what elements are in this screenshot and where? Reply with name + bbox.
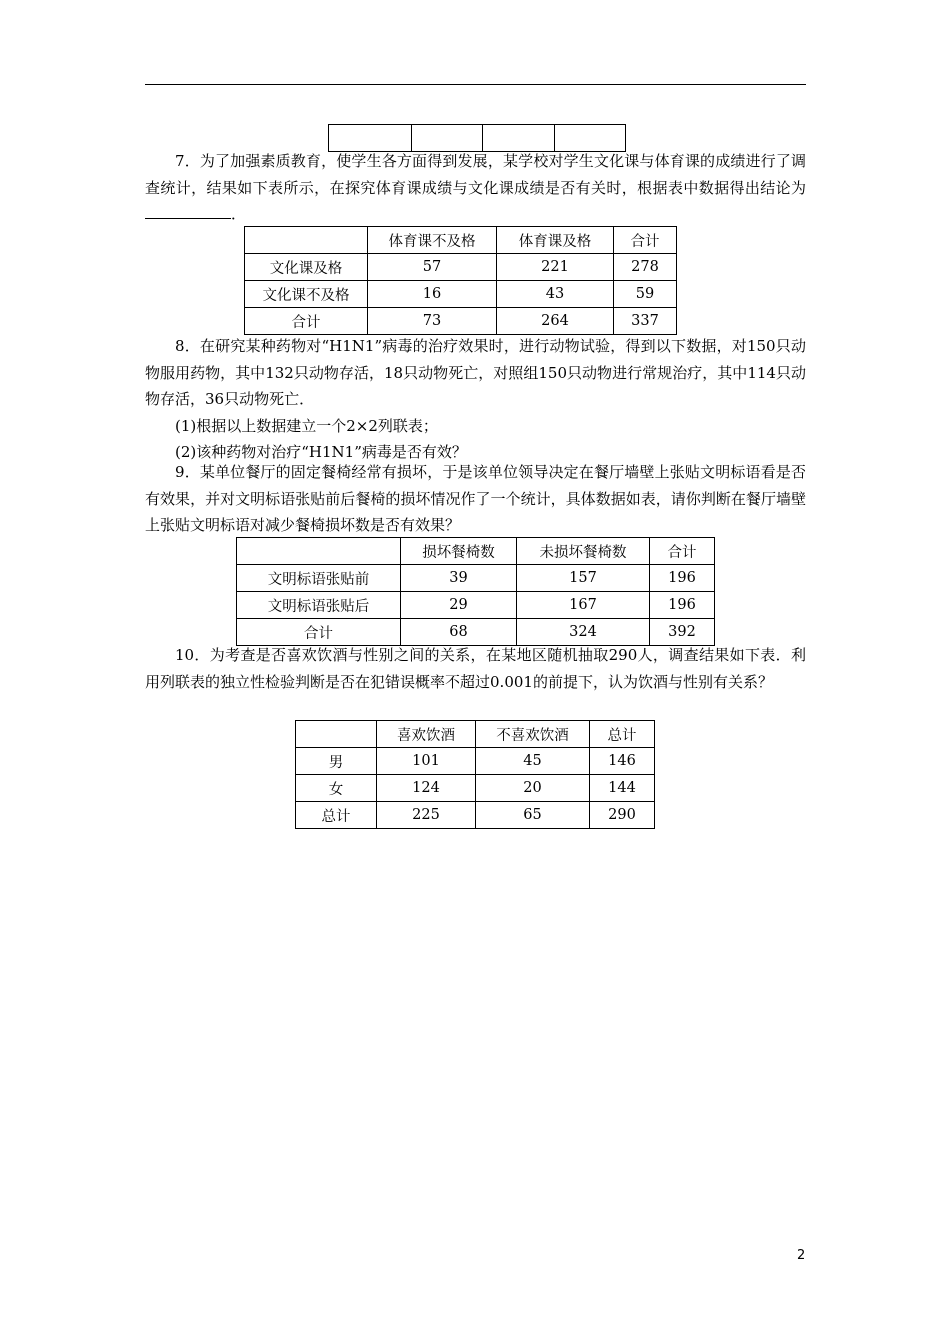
table-header-cell: 体育课及格 (497, 227, 614, 254)
table-cell: 29 (401, 592, 517, 619)
q7-table (244, 226, 677, 335)
table-row (245, 308, 677, 335)
table-cell: 101 (377, 748, 476, 775)
table-header-cell (296, 721, 377, 748)
table-cell: 278 (614, 254, 677, 281)
table-header-cell: 合计 (650, 538, 715, 565)
table-cell: 225 (377, 802, 476, 829)
table-cell: 124 (377, 775, 476, 802)
table-cell: 45 (476, 748, 590, 775)
table-header-cell: 未损坏餐椅数 (517, 538, 650, 565)
question-10 (145, 642, 806, 695)
table-cell: 57 (368, 254, 497, 281)
page-number: 2 (797, 1248, 806, 1263)
question-8 (145, 333, 806, 466)
table-cell: 73 (368, 308, 497, 335)
table-cell: 157 (517, 565, 650, 592)
table-row (296, 748, 655, 775)
table-header-cell: 不喜欢饮酒 (476, 721, 590, 748)
table-cell: 20 (476, 775, 590, 802)
table-cell: 337 (614, 308, 677, 335)
table-cell: 合计 (237, 619, 401, 646)
table-cell: 264 (497, 308, 614, 335)
table-row (296, 802, 655, 829)
table-cell: 16 (368, 281, 497, 308)
question-9 (145, 459, 806, 539)
table-header-cell: 体育课不及格 (368, 227, 497, 254)
table-cell: 文明标语张贴后 (237, 592, 401, 619)
table-cell: 文明标语张贴前 (237, 565, 401, 592)
table-row (237, 592, 715, 619)
table-cell: 59 (614, 281, 677, 308)
table-cell: 290 (590, 802, 655, 829)
question-8-sub-2: (2)该种药物对治疗“H1N1”病毒是否有效？ (175, 443, 467, 461)
table-cell: 文化课不及格 (245, 281, 368, 308)
table-cell: 144 (590, 775, 655, 802)
table-header-row (245, 227, 677, 254)
table-header-cell: 合计 (614, 227, 677, 254)
q9-table (236, 537, 715, 646)
table-header-row (296, 721, 655, 748)
table-header-row (237, 538, 715, 565)
question-8-sub-1: (1)根据以上数据建立一个2×2列联表； (175, 416, 438, 435)
table-cell: 65 (476, 802, 590, 829)
table-cell: 合计 (245, 308, 368, 335)
table-cell: 324 (517, 619, 650, 646)
table-cell: 文化课及格 (245, 254, 368, 281)
table-header-cell: 总计 (590, 721, 655, 748)
q10-table (295, 720, 655, 829)
table-cell: 221 (497, 254, 614, 281)
table-cell: 68 (401, 619, 517, 646)
question-7-text: 7．为了加强素质教育，使学生各方面得到发展，某学校对学生文化课与体育课的成绩进行了调查统计，结果如下表所示，在探究体育课成绩与文化课成绩是否有关时，根据表中数据得出结论为 (145, 152, 806, 197)
question-10-text: 10．为考查是否喜欢饮酒与性别之间的关系，在某地区随机抽取290人，调查结果如下表．利用列联表的独立性检验判断是否在犯错误概率不超过0.001的前提下，认为饮酒与性别有关系？ (145, 646, 806, 691)
table-header-cell (245, 227, 368, 254)
header-rule (145, 84, 806, 85)
table-cell: 男 (296, 748, 377, 775)
table-header-cell: 喜欢饮酒 (377, 721, 476, 748)
table-cell: 43 (497, 281, 614, 308)
table-cell: 196 (650, 565, 715, 592)
table-cell: 196 (650, 592, 715, 619)
table-cell: 总计 (296, 802, 377, 829)
table-cell: 392 (650, 619, 715, 646)
table-row (237, 565, 715, 592)
table-header-cell: 损坏餐椅数 (401, 538, 517, 565)
table-cell: 146 (590, 748, 655, 775)
table-cell: 39 (401, 565, 517, 592)
table-row (296, 775, 655, 802)
question-9-text: 9．某单位餐厅的固定餐椅经常有损坏，于是该单位领导决定在餐厅墙壁上张贴文明标语看是否有效果，并对文明标语张贴前后餐椅的损坏情况作了一个统计，具体数据如表，请你判断在餐厅墙壁上张贴文明标语对减少餐椅损坏数是否有效果？ (145, 463, 806, 534)
answer-blank (145, 203, 231, 219)
question-7-suffix: ． (231, 205, 247, 223)
question-8-text: 8．在研究某种药物对“H1N1”病毒的治疗效果时，进行动物试验，得到以下数据，对150只动物服用药物，其中132只动物存活，18只动物死亡，对照组150只动物进行常规治疗，其中114只动物存活，36只动物死亡． (145, 337, 806, 408)
table-cell: 167 (517, 592, 650, 619)
question-7 (145, 148, 806, 228)
table-cell: 女 (296, 775, 377, 802)
table-row (245, 254, 677, 281)
table-row (245, 281, 677, 308)
table-header-cell (237, 538, 401, 565)
